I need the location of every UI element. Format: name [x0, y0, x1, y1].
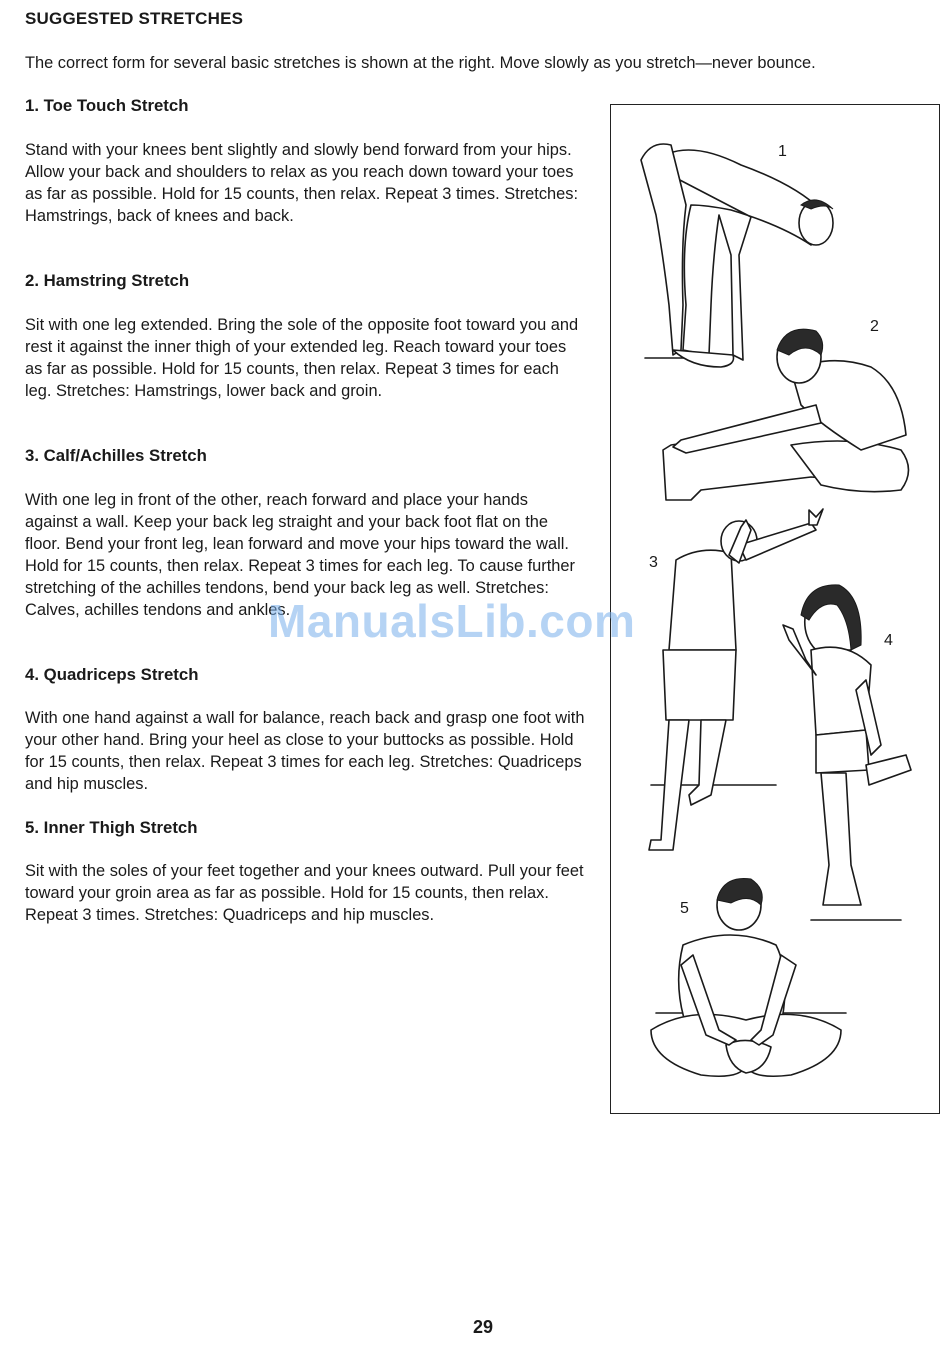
figure-number-5: 5	[680, 900, 689, 917]
section-title-hamstring: 2. Hamstring Stretch	[25, 271, 190, 290]
section-body-inner-thigh: Sit with the soles of your feet together and your knees outward. Pull your feet toward your groin area as far as possible. Hold for 15 counts, then relax. Repeat 3 times. Stretches: Quadriceps and hip muscles.	[25, 862, 584, 924]
figure-number-2: 2	[870, 318, 879, 335]
section-title-inner-thigh: 5. Inner Thigh Stretch	[25, 818, 198, 837]
section-body-calf-achilles: With one leg in front of the other, reach forward and place your hands against a wall. Keep your back leg straight and your back foot flat on the floor. Bend your front leg, lean forward and move your hips toward the wall. Hold for 15 counts, then relax. Repeat 3 times for each leg. To cause further stretching of the achilles tendons, bend your back leg as well. Stretches: Calves, achilles tendons and ankles.	[25, 491, 575, 619]
section-body-toe-touch: Stand with your knees bent slightly and slowly bend forward from your hips. Allow your back and shoulders to relax as you reach down toward your toes as far as possible. Hold for 15 counts, then relax. Repeat 3 times. Stretches: Hamstrings, back of knees and back.	[25, 141, 579, 225]
figure-number-4: 4	[884, 632, 893, 649]
intro-paragraph: The correct form for several basic stretches is shown at the right. Move slowly as you stretch—never bounce.	[25, 54, 816, 72]
section-title-toe-touch: 1. Toe Touch Stretch	[25, 96, 189, 115]
page-number: 29	[472, 1317, 494, 1337]
stretch-illustrations-panel	[610, 104, 940, 1114]
stretch-illustrations-drawing	[611, 105, 941, 1115]
watermark: ManualsLib.com	[268, 595, 636, 647]
section-body-hamstring: Sit with one leg extended. Bring the sole of the opposite foot toward you and rest it against the inner thigh of your extended leg. Reach toward your toes as far as possible. Hold for 15 counts, then relax. Repeat 3 times for each leg. Stretches: Hamstrings, lower back and groin.	[25, 316, 579, 400]
section-body-quadriceps: With one hand against a wall for balance, reach back and grasp one foot with your other hand. Bring your heel as close to your buttocks as possible. Hold for 15 counts, then relax. Repeat 3 times for each leg. Stretches: Quadriceps and hip muscles.	[25, 709, 585, 793]
page-heading: SUGGESTED STRETCHES	[25, 9, 244, 28]
section-title-calf-achilles: 3. Calf/Achilles Stretch	[25, 446, 207, 465]
figure-number-1: 1	[778, 143, 787, 160]
figure-number-3: 3	[649, 554, 658, 571]
section-title-quadriceps: 4. Quadriceps Stretch	[25, 665, 199, 684]
figure-3-calf-drawing	[649, 509, 823, 850]
